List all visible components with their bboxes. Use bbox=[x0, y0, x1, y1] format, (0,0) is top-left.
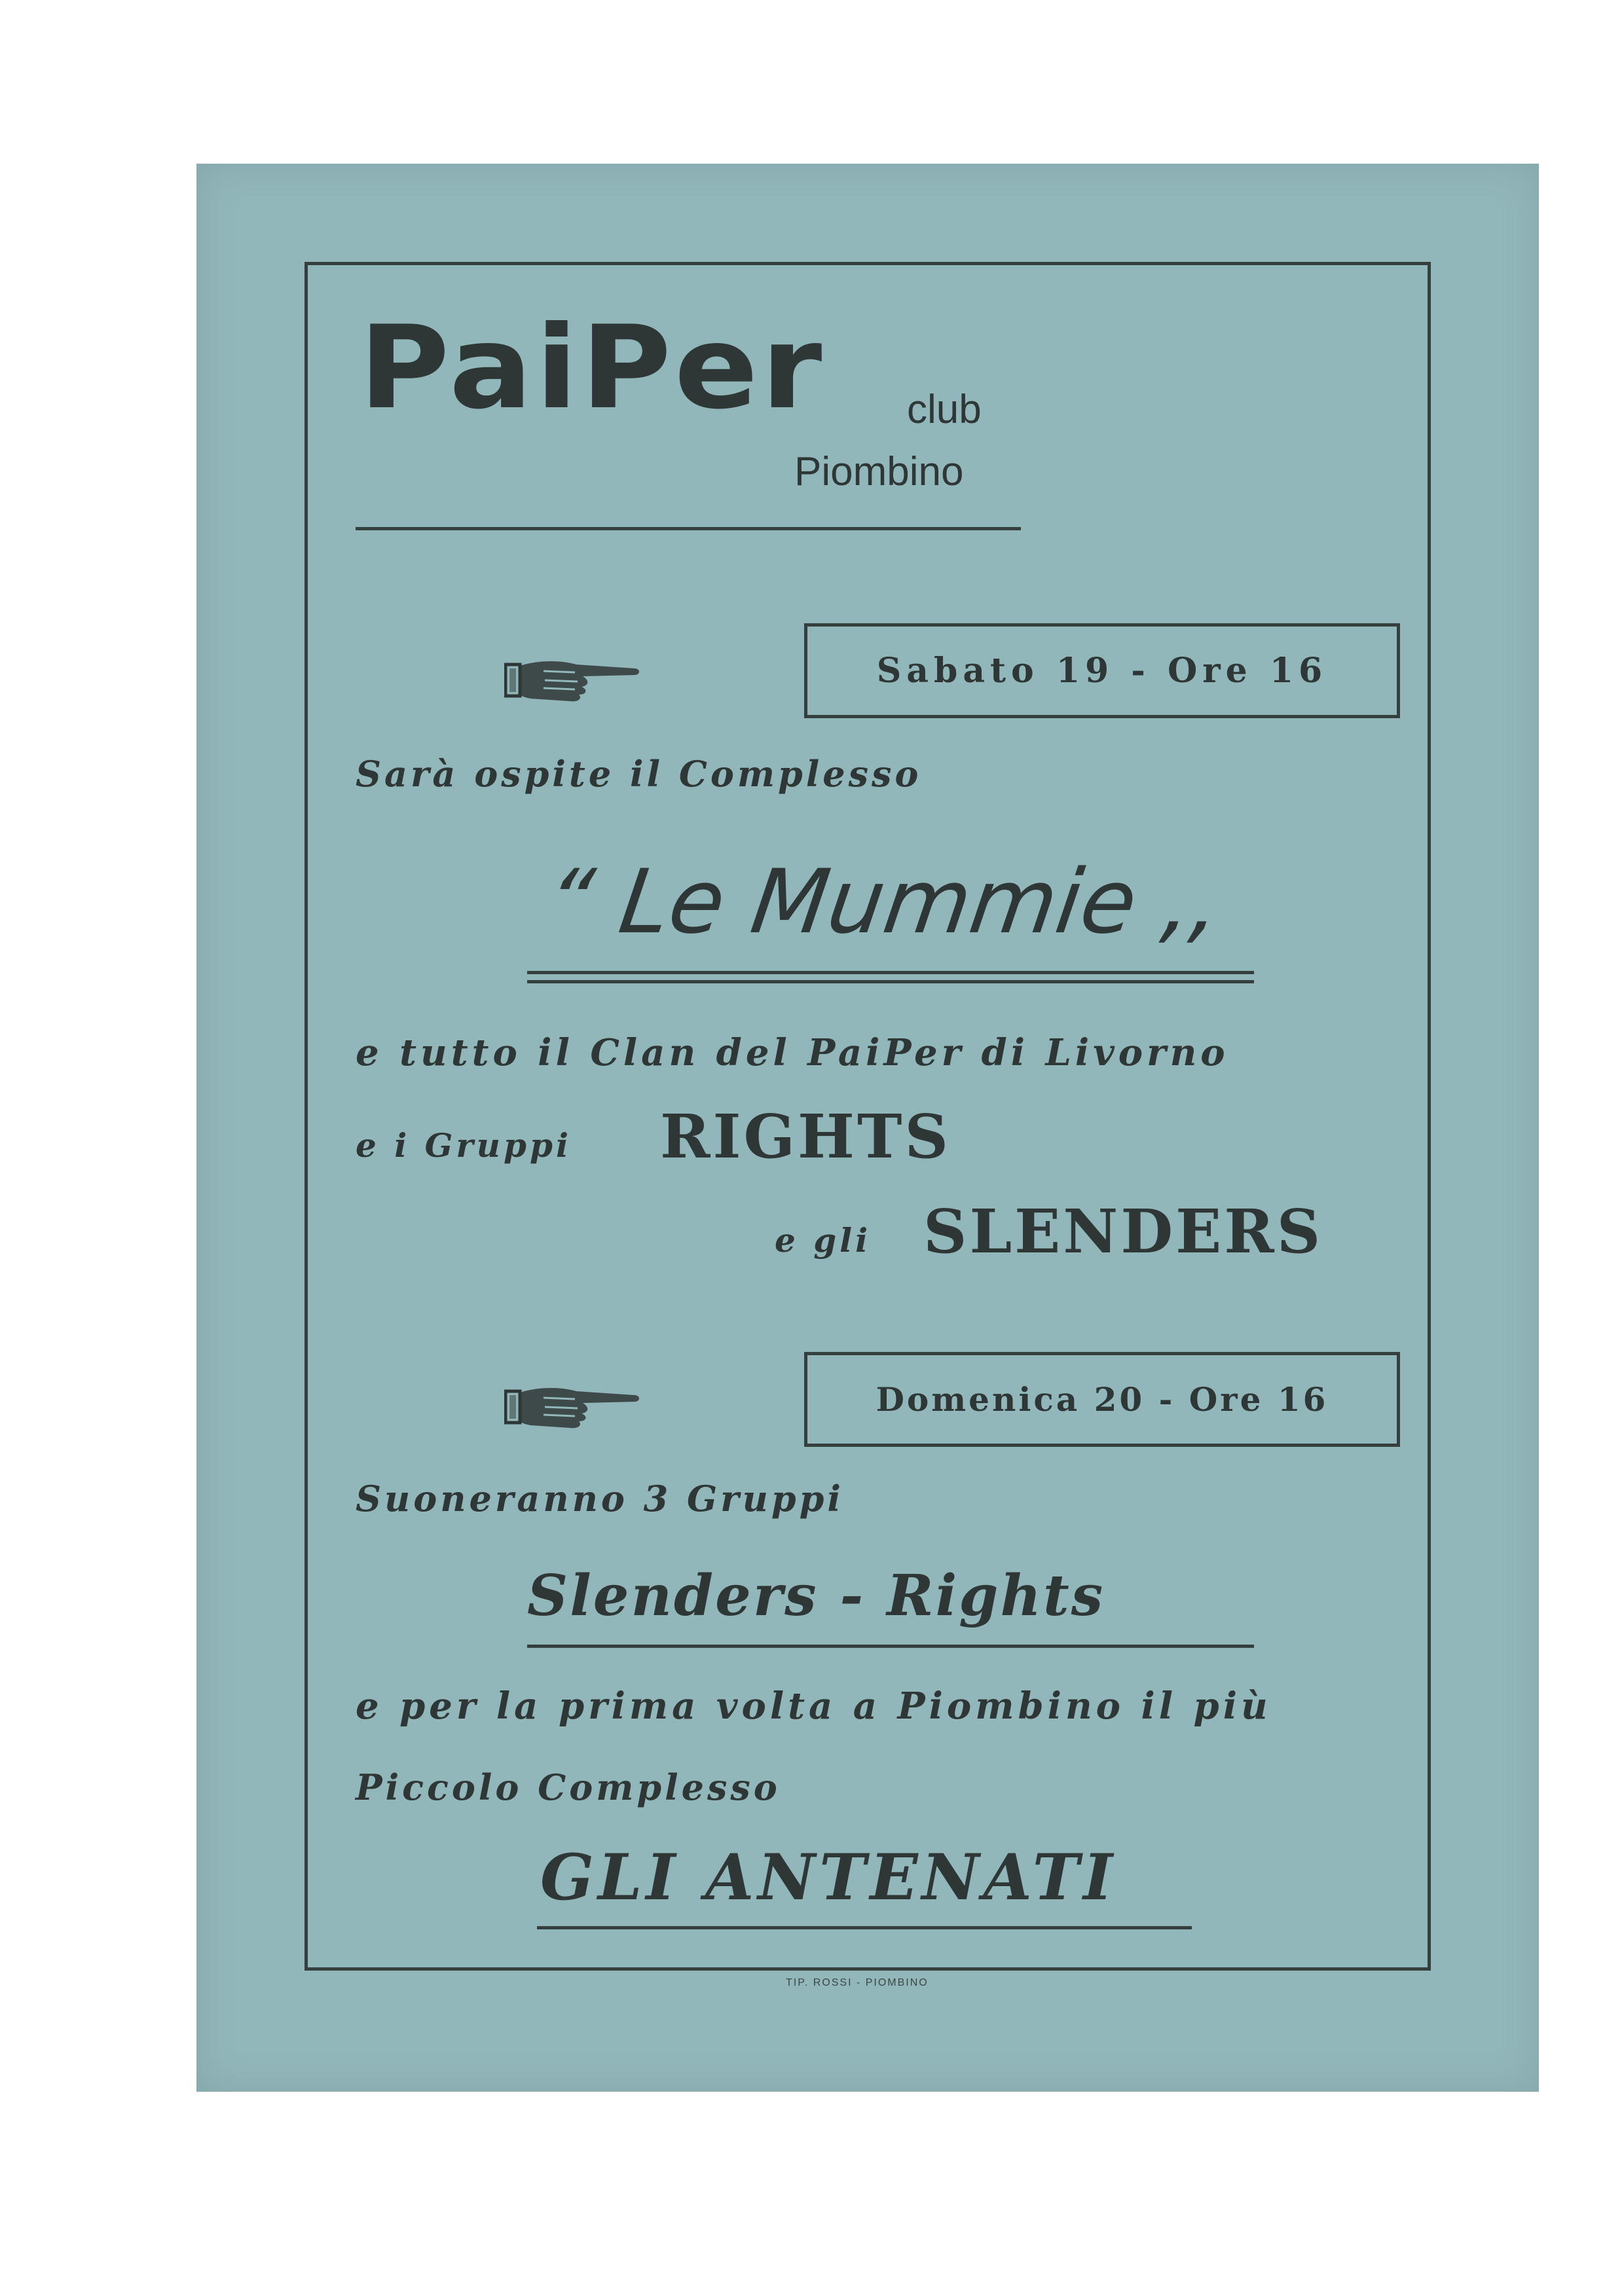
event1-date-box: Sabato 19 - Ore 16 bbox=[804, 623, 1400, 718]
header-divider bbox=[356, 527, 1021, 530]
event2-date-box: Domenica 20 - Ore 16 bbox=[804, 1352, 1400, 1447]
event2-line1: e per la prima volta a Piombino il più bbox=[356, 1685, 1272, 1728]
guest-divider-bottom bbox=[527, 980, 1254, 983]
city-label: Piombino bbox=[794, 449, 964, 494]
pointing-hand-icon bbox=[504, 651, 642, 704]
event1-line3-prefix: e gli bbox=[775, 1221, 872, 1260]
club-logo: PaiPer bbox=[359, 302, 825, 435]
event2-line2: Piccolo Complesso bbox=[356, 1766, 781, 1808]
event2-headliner: GLI ANTENATI bbox=[540, 1840, 1116, 1914]
event1-line2-name: RIGHTS bbox=[660, 1101, 951, 1172]
club-label: club bbox=[907, 387, 982, 432]
event1-line2-prefix: e i Gruppi bbox=[356, 1126, 572, 1165]
printer-imprint: TIP. ROSSI - PIOMBINO bbox=[786, 1977, 929, 1988]
event1-line1: e tutto il Clan del PaiPer di Livorno bbox=[356, 1031, 1229, 1074]
guest-divider-top bbox=[527, 971, 1254, 974]
event2-bands: Slenders - Rights bbox=[527, 1563, 1105, 1629]
flyer-sheet bbox=[196, 164, 1539, 2092]
event2-intro: Suoneranno 3 Gruppi bbox=[356, 1478, 844, 1520]
bands-underline bbox=[527, 1645, 1254, 1648]
event1-line3-name: SLENDERS bbox=[923, 1196, 1323, 1267]
pointing-hand-icon bbox=[504, 1378, 642, 1430]
event1-guest-intro: Sarà ospite il Complesso bbox=[356, 753, 922, 795]
headliner-underline bbox=[537, 1926, 1192, 1929]
event1-guest-name: “ Le Mummie ,, bbox=[539, 850, 1228, 953]
